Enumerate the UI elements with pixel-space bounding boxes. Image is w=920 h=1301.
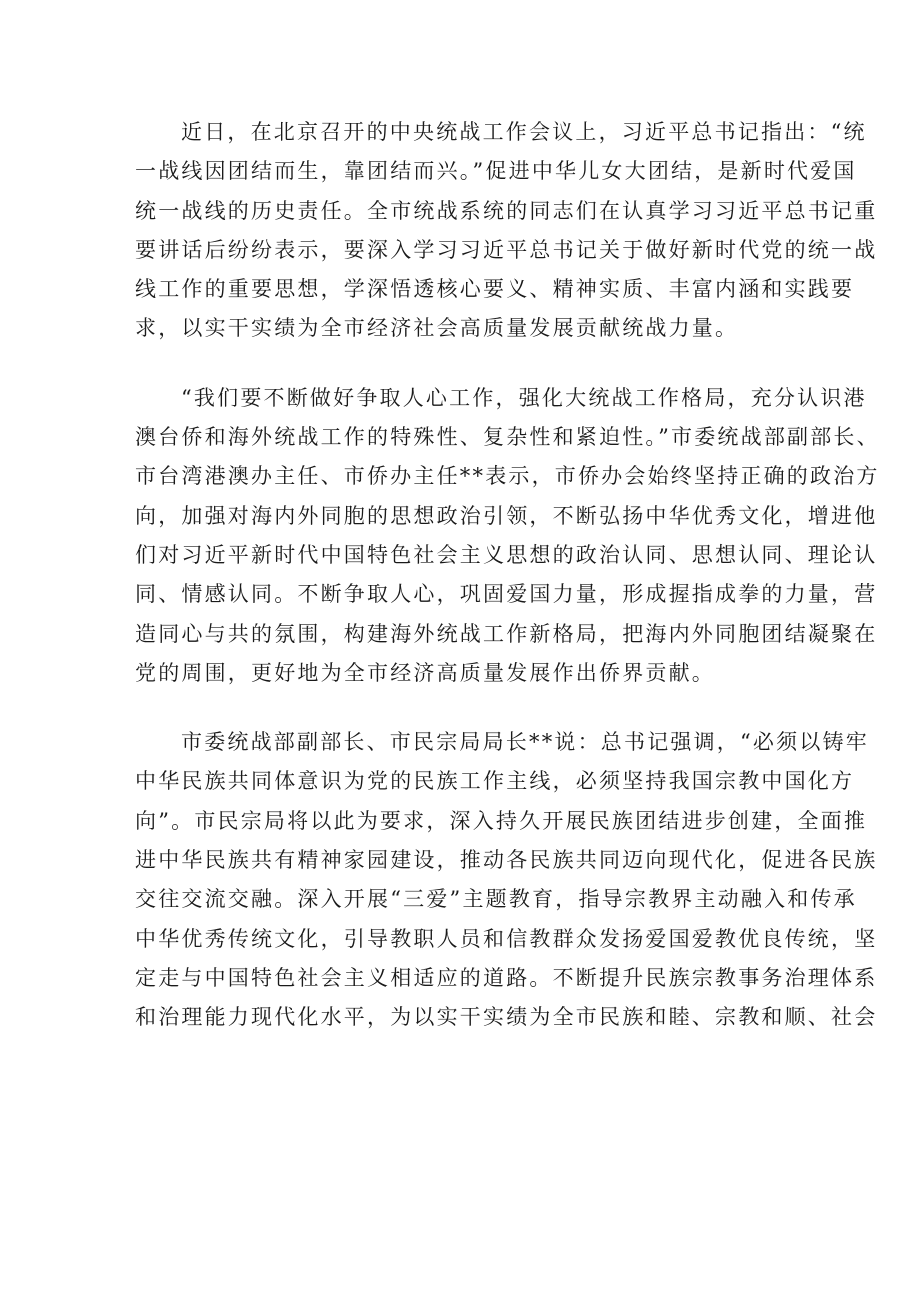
text-line: 中华民族共同体意识为党的民族工作主线，必须坚持我国宗教中国化方 <box>135 769 855 794</box>
paragraph-3 <box>135 723 878 1037</box>
text-line: 市台湾港澳办主任、市侨办主任**表示，市侨办会始终坚持正确的政治方 <box>135 464 880 489</box>
text-line: 统一战线的历史责任。全市统战系统的同志们在认真学习习近平总书记重 <box>135 198 878 223</box>
text-line: 党的周围，更好地为全市经济高质量发展作出侨界贡献。 <box>135 660 715 685</box>
text-line: 要讲话后纷纷表示，要深入学习习近平总书记关于做好新时代党的统一战 <box>135 237 878 262</box>
document-body <box>135 113 880 1038</box>
text-line: 一战线因团结而生，靠团结而兴。”促进中华儿女大团结，是新时代爱国 <box>135 159 857 184</box>
text-line: 线工作的重要思想，学深悟透核心要义、精神实质、丰富内涵和实践要 <box>135 277 855 302</box>
text-line: 澳台侨和海外统战工作的特殊性、复杂性和紧迫性。”市委统战部副部长、 <box>135 425 880 450</box>
text-line: 向，加强对海内外同胞的思想政治引领，不断弘扬中华优秀文化，增进他 <box>135 503 878 528</box>
text-line: 求，以实干实绩为全市经济社会高质量发展贡献统战力量。 <box>135 316 739 341</box>
text-line: 和治理能力现代化水平，为以实干实绩为全市民族和睦、宗教和顺、社会 <box>135 1005 878 1030</box>
text-line: 近日，在北京召开的中央统战工作会议上，习近平总书记指出：“统 <box>181 120 867 144</box>
text-line: 市委统战部副部长、市民宗局局长**说：总书记强调，“必须以铸牢 <box>181 730 869 755</box>
text-line: 们对习近平新时代中国特色社会主义思想的政治认同、思想认同、理论认 <box>135 542 878 567</box>
text-line: 定走与中国特色社会主义相适应的道路。不断提升民族宗教事务治理体系 <box>135 965 878 990</box>
text-line: 同、情感认同。不断争取人心，巩固爱国力量，形成握指成拳的力量，营 <box>135 582 878 607</box>
text-line: 造同心与共的氛围，构建海外统战工作新格局，把海内外同胞团结凝聚在 <box>135 621 878 646</box>
text-line: 交往交流交融。深入开展“三爱”主题教育，指导宗教界主动融入和传承 <box>135 887 857 912</box>
paragraph-1 <box>135 113 878 349</box>
text-line: 向”。市民宗局将以此为要求，深入持久开展民族团结进步创建，全面推 <box>135 808 868 833</box>
paragraph-spacer <box>135 349 805 379</box>
text-line: 中华优秀传统文化，引导教职人员和信教群众发扬爱国爱教优良传统，坚 <box>135 926 878 951</box>
text-line: “我们要不断做好争取人心工作，强化大统战工作格局，充分认识港 <box>181 385 867 410</box>
paragraph-spacer <box>135 693 805 723</box>
paragraph-2 <box>135 379 880 693</box>
text-line: 进中华民族共有精神家园建设，推动各民族共同迈向现代化，促进各民族 <box>135 848 878 873</box>
